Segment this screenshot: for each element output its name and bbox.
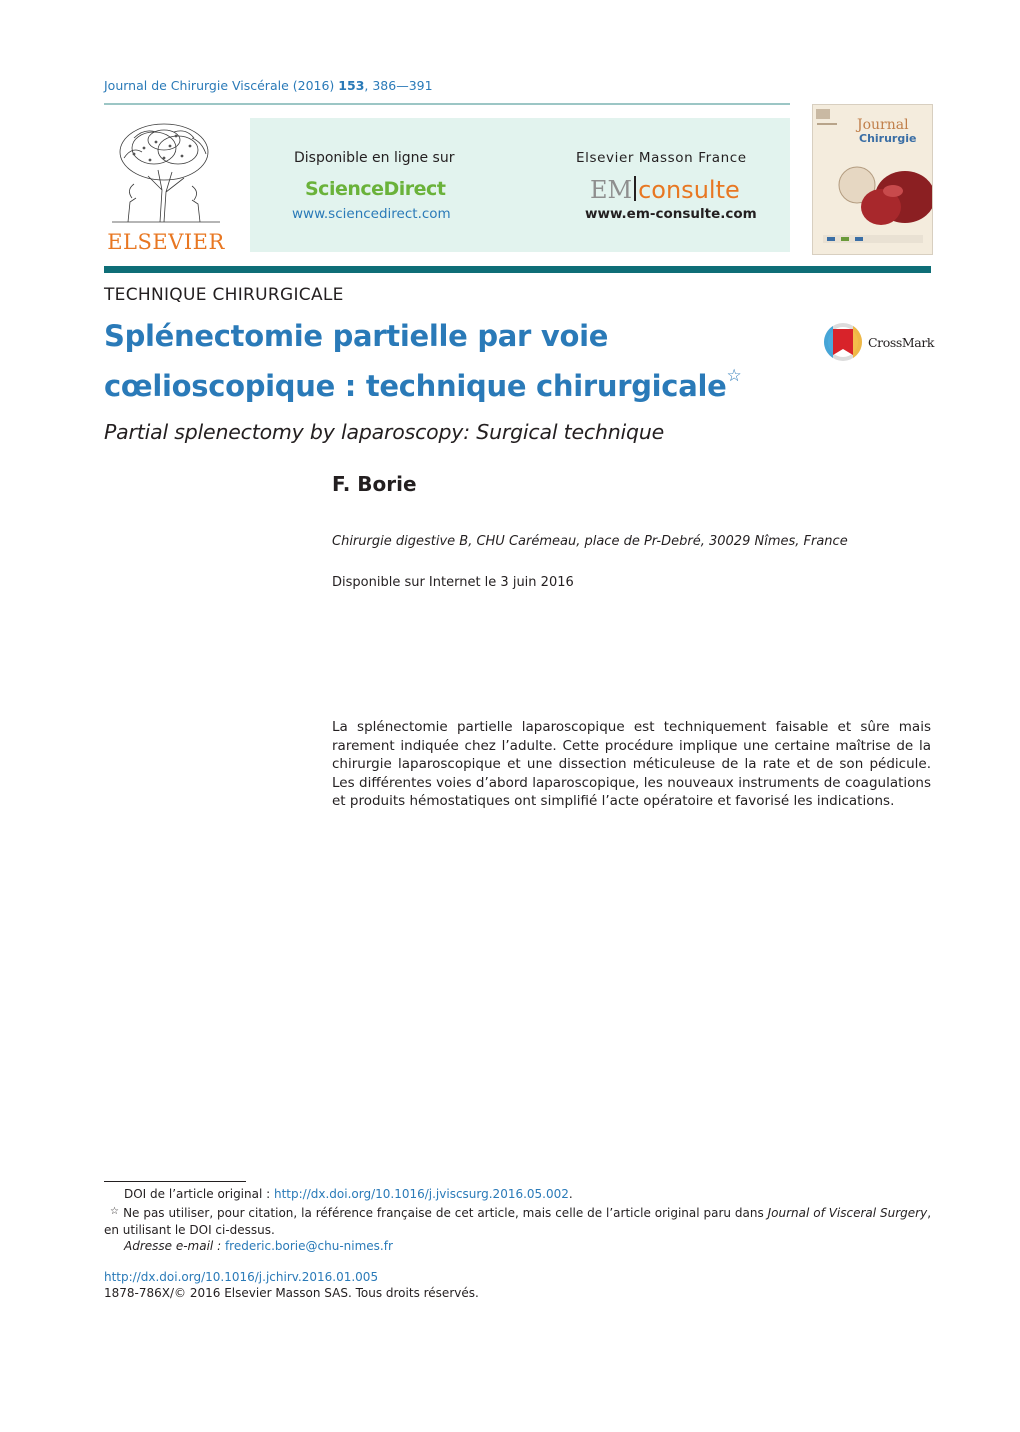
- footnote-original-doi: [104, 1186, 931, 1203]
- online-date: Disponible sur Internet le 3 juin 2016: [332, 575, 574, 590]
- journal-cover[interactable]: [812, 104, 933, 255]
- journal-pages: , 386—391: [364, 78, 433, 93]
- sciencedirect-link[interactable]: www.sciencedirect.com: [292, 206, 451, 222]
- author-affiliation: Chirurgie digestive B, CHU Carémeau, place de Pr-Debré, 30029 Nîmes, France: [332, 534, 848, 549]
- elsevier-tree-icon: [104, 118, 228, 230]
- emconsulte-em: EM: [590, 176, 633, 204]
- emconsulte-logo[interactable]: [590, 176, 740, 204]
- crossmark-label: CrossMark: [868, 335, 935, 350]
- section-label: TECHNIQUE CHIRURGICALE: [104, 285, 344, 305]
- abstract-text: La splénectomie partielle laparoscopique est techniquement faisable et sûre mais rarement indiquée chez l’adulte. Cette procédure implique une certaine maîtrise de la chirurgie laparoscopique et une dissection méticuleuse de la rate et de son pédicule. Les différentes voies d’abord laparoscopique, les nouveaux instruments de coagulations et produits hémostatiques ont simplifié l’acte opératoire et favorisé les indications.: [332, 719, 931, 809]
- emconsulte-consulte: consulte: [638, 176, 740, 204]
- elsevier-wordmark: ELSEVIER: [107, 230, 225, 254]
- author-name: F. Borie: [332, 472, 417, 496]
- english-title: Partial splenectomy by laparoscopy: Surgical technique: [104, 420, 665, 444]
- email-link[interactable]: frederic.borie@chu-nimes.fr: [224, 1239, 393, 1253]
- journal-volume: 153: [338, 78, 365, 93]
- original-doi-label: DOI de l’article original :: [124, 1187, 274, 1201]
- header-divider: [104, 266, 931, 273]
- original-doi-link[interactable]: http://dx.doi.org/10.1016/j.jviscsurg.2016.05.002: [273, 1187, 569, 1201]
- availability-banner: [250, 118, 790, 252]
- journal-cover-image: [813, 105, 932, 254]
- sciencedirect-logo[interactable]: ScienceDirect: [305, 178, 446, 200]
- footnote-journal-name: Journal of Visceral Surgery: [767, 1206, 928, 1220]
- top-divider: [104, 103, 790, 105]
- article-title-line-2: cœlioscopique : technique chirurgicale: [104, 369, 727, 403]
- footnote-note-text-1: Ne pas utiliser, pour citation, la référence française de cet article, mais celle de l’article original paru dans: [123, 1206, 768, 1220]
- title-footnote-star[interactable]: ☆: [726, 366, 742, 386]
- available-online-label: Disponible en ligne sur: [294, 150, 455, 166]
- elsevier-logo[interactable]: [104, 118, 228, 254]
- original-doi-period: .: [568, 1187, 573, 1201]
- emconsulte-divider: [634, 176, 636, 201]
- article-doi-link[interactable]: http://dx.doi.org/10.1016/j.jchirv.2016.01.005: [104, 1270, 379, 1284]
- footnote-star: ☆: [110, 1206, 120, 1217]
- crossmark-badge[interactable]: [822, 321, 937, 363]
- article-title-line-1: Splénectomie partielle par voie: [104, 319, 609, 353]
- email-label: Adresse e-mail :: [124, 1239, 225, 1253]
- svg-text:Chirurgie: Chirurgie: [859, 132, 917, 145]
- article-title: [104, 316, 784, 406]
- crossmark-icon: [822, 321, 864, 363]
- footnote-divider: [104, 1181, 246, 1182]
- footnote-email: [104, 1238, 931, 1255]
- emconsulte-link[interactable]: www.em-consulte.com: [585, 206, 757, 222]
- footnote-note-text-2: , en utilisant le DOI ci-dessus.: [104, 1206, 932, 1237]
- publisher-label: Elsevier Masson France: [576, 150, 747, 166]
- copyright-notice: 1878-786X/© 2016 Elsevier Masson SAS. Tous droits réservés.: [104, 1286, 479, 1300]
- footnote-citation-note: [104, 1203, 931, 1239]
- svg-text:Journal: Journal: [857, 117, 909, 133]
- journal-citation[interactable]: [104, 78, 433, 93]
- journal-name: Journal de Chirurgie Viscérale (2016): [104, 78, 335, 93]
